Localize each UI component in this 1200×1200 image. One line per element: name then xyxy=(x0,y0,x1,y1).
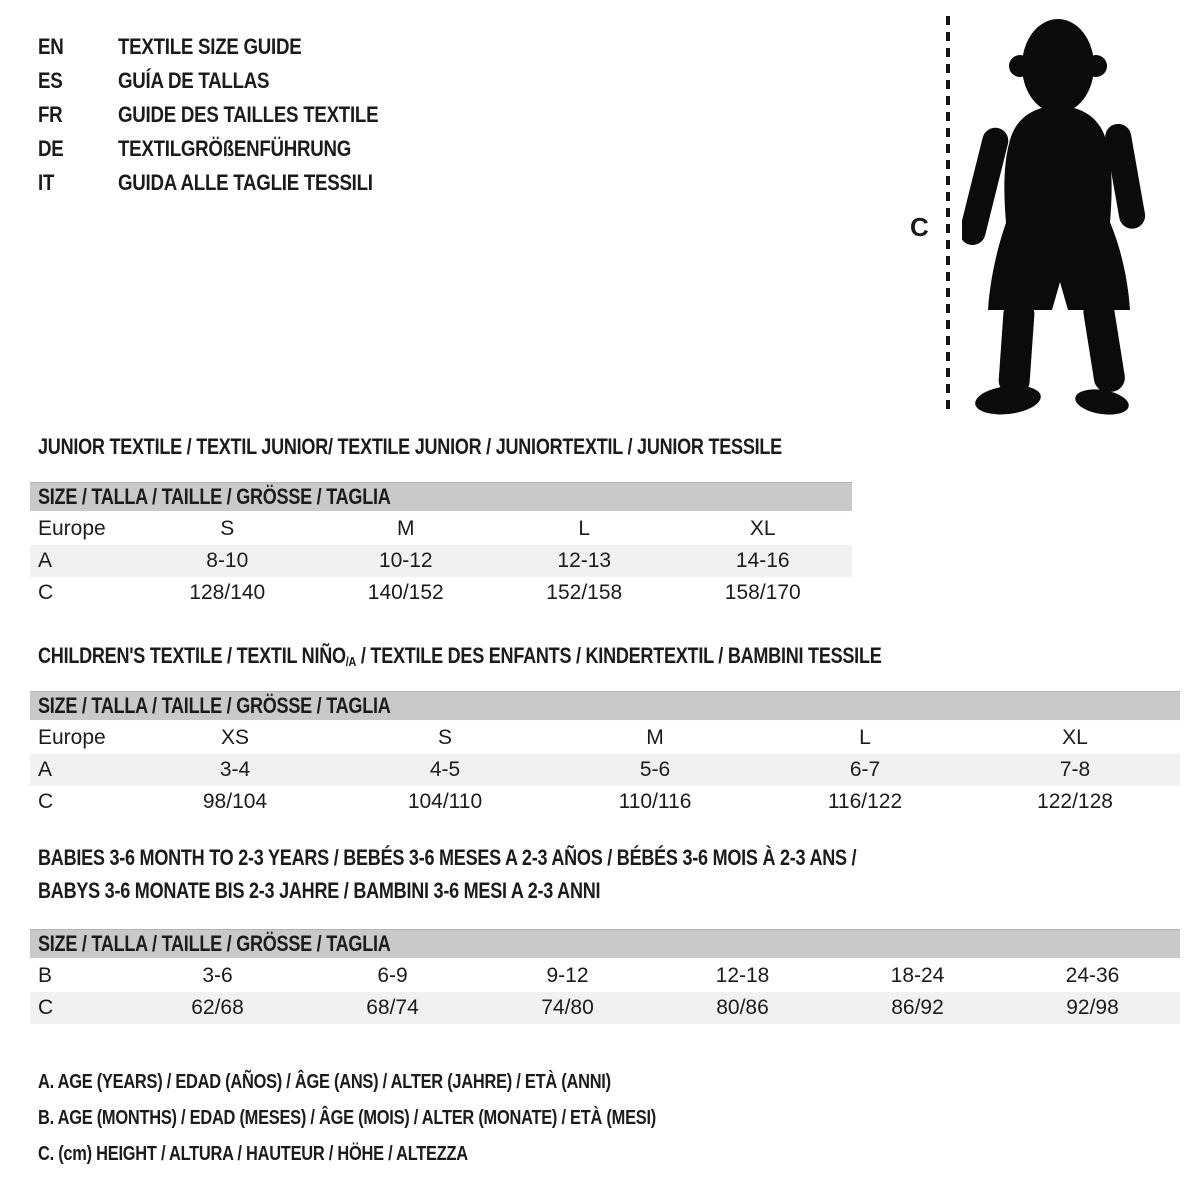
row-label: B xyxy=(38,964,53,987)
size-cell: S xyxy=(220,517,235,540)
row-label: C xyxy=(38,996,54,1019)
row-label: Europe xyxy=(38,726,106,749)
table-header: SIZE / TALLA / TAILLE / GRÖSSE / TAGLIA xyxy=(30,929,1180,960)
size-cell: M xyxy=(646,726,664,749)
height-cell: 110/116 xyxy=(618,790,692,813)
children-size-table xyxy=(30,691,1180,818)
language-code: FR xyxy=(38,102,63,127)
junior-size-table xyxy=(30,482,852,609)
age-cell: 6-7 xyxy=(849,758,881,781)
table-row-europe xyxy=(30,722,1180,754)
height-cell: 86/92 xyxy=(891,996,944,1019)
months-cell: 9-12 xyxy=(546,964,589,987)
language-row xyxy=(38,166,424,200)
legend-line-c: C. (cm) HEIGHT / ALTURA / HAUTEUR / HÖHE / ALTEZZA xyxy=(38,1142,468,1165)
height-cell: 62/68 xyxy=(191,996,244,1019)
age-cell: 5-6 xyxy=(639,758,671,781)
row-label: A xyxy=(38,758,53,781)
language-label: GUIDE DES TAILLES TEXTILE xyxy=(118,102,379,127)
language-label: TEXTILE SIZE GUIDE xyxy=(118,34,302,59)
language-list xyxy=(38,30,424,200)
height-cell: 140/152 xyxy=(367,581,444,604)
row-label: Europe xyxy=(38,517,106,540)
table-header: SIZE / TALLA / TAILLE / GRÖSSE / TAGLIA xyxy=(30,482,852,513)
toddler-silhouette-icon xyxy=(962,10,1152,425)
table-row-height xyxy=(30,786,1180,818)
table-row-age xyxy=(30,754,1180,786)
language-code: ES xyxy=(38,68,63,93)
height-measure-line xyxy=(946,16,950,416)
language-row xyxy=(38,132,424,166)
legend-line-b: B. AGE (MONTHS) / EDAD (MESES) / ÂGE (MOIS) / ALTER (MONATE) / ETÀ (MESI) xyxy=(38,1106,656,1129)
table-row-months xyxy=(30,960,1180,992)
language-code: DE xyxy=(38,136,64,161)
row-label: C xyxy=(38,790,54,813)
age-cell: 10-12 xyxy=(378,549,433,572)
babies-size-table xyxy=(30,929,1180,1024)
language-label: GUÍA DE TALLAS xyxy=(118,68,270,93)
age-cell: 12-13 xyxy=(557,549,612,572)
age-cell: 7-8 xyxy=(1059,758,1091,781)
language-label: GUIDA ALLE TAGLIE TESSILI xyxy=(118,170,373,195)
age-cell: 14-16 xyxy=(735,549,790,572)
height-cell: 104/110 xyxy=(407,790,483,813)
months-cell: 3-6 xyxy=(202,964,233,987)
table-header: SIZE / TALLA / TAILLE / GRÖSSE / TAGLIA xyxy=(30,691,1180,722)
nino-a-subscript: /A xyxy=(345,654,357,669)
language-code: IT xyxy=(38,170,55,195)
height-cell: 74/80 xyxy=(541,996,594,1019)
age-cell: 3-4 xyxy=(219,758,251,781)
table-row-height xyxy=(30,577,852,609)
height-cell: 152/158 xyxy=(546,581,623,604)
row-label: A xyxy=(38,549,53,572)
height-cell: 98/104 xyxy=(202,790,268,813)
language-label: TEXTILGRÖßENFÜHRUNG xyxy=(118,136,352,161)
row-label: C xyxy=(38,581,54,604)
months-cell: 24-36 xyxy=(1065,964,1120,987)
age-cell: 8-10 xyxy=(206,549,249,572)
babies-section-title-line2: BABYS 3-6 MONATE BIS 2-3 JAHRE / BAMBINI 3-6 MESI A 2-3 ANNI xyxy=(38,878,601,903)
size-cell: XS xyxy=(220,726,249,749)
language-code: EN xyxy=(38,34,64,59)
height-cell: 128/140 xyxy=(189,581,266,604)
months-cell: 6-9 xyxy=(377,964,408,987)
size-cell: XL xyxy=(1062,726,1088,749)
height-cell: 158/170 xyxy=(724,581,801,604)
language-row xyxy=(38,98,424,132)
legend-line-a: A. AGE (YEARS) / EDAD (AÑOS) / ÂGE (ANS) / ALTER (JAHRE) / ETÀ (ANNI) xyxy=(38,1070,611,1093)
size-cell: L xyxy=(859,726,871,749)
junior-section-title: JUNIOR TEXTILE / TEXTIL JUNIOR/ TEXTILE JUNIOR / JUNIORTEXTIL / JUNIOR TESSILE xyxy=(38,434,782,459)
height-cell: 80/86 xyxy=(716,996,769,1019)
table-row-age xyxy=(30,545,852,577)
height-measure-label: C xyxy=(910,212,929,242)
height-cell: 92/98 xyxy=(1066,996,1119,1019)
height-cell: 68/74 xyxy=(366,996,419,1019)
height-cell: 122/128 xyxy=(1037,790,1113,813)
language-row xyxy=(38,30,424,64)
language-row xyxy=(38,64,424,98)
table-row-europe xyxy=(30,513,852,545)
size-cell: XL xyxy=(749,517,776,540)
height-cell: 116/122 xyxy=(827,790,903,813)
legend xyxy=(38,1064,792,1172)
months-cell: 18-24 xyxy=(890,964,945,987)
size-cell: M xyxy=(397,517,415,540)
children-section-title: CHILDREN'S TEXTILE / TEXTIL NIÑO/A / TEXTILE DES ENFANTS / KINDERTEXTIL / BAMBINI TESSILE xyxy=(38,643,882,669)
size-cell: L xyxy=(578,517,591,540)
babies-section-title-line1: BABIES 3-6 MONTH TO 2-3 YEARS / BEBÉS 3-6 MESES A 2-3 AÑOS / BÉBÉS 3-6 MOIS À 2-3 ANS / xyxy=(38,845,857,870)
table-row-height xyxy=(30,992,1180,1024)
size-cell: S xyxy=(437,726,452,749)
months-cell: 12-18 xyxy=(715,964,770,987)
age-cell: 4-5 xyxy=(429,758,461,781)
